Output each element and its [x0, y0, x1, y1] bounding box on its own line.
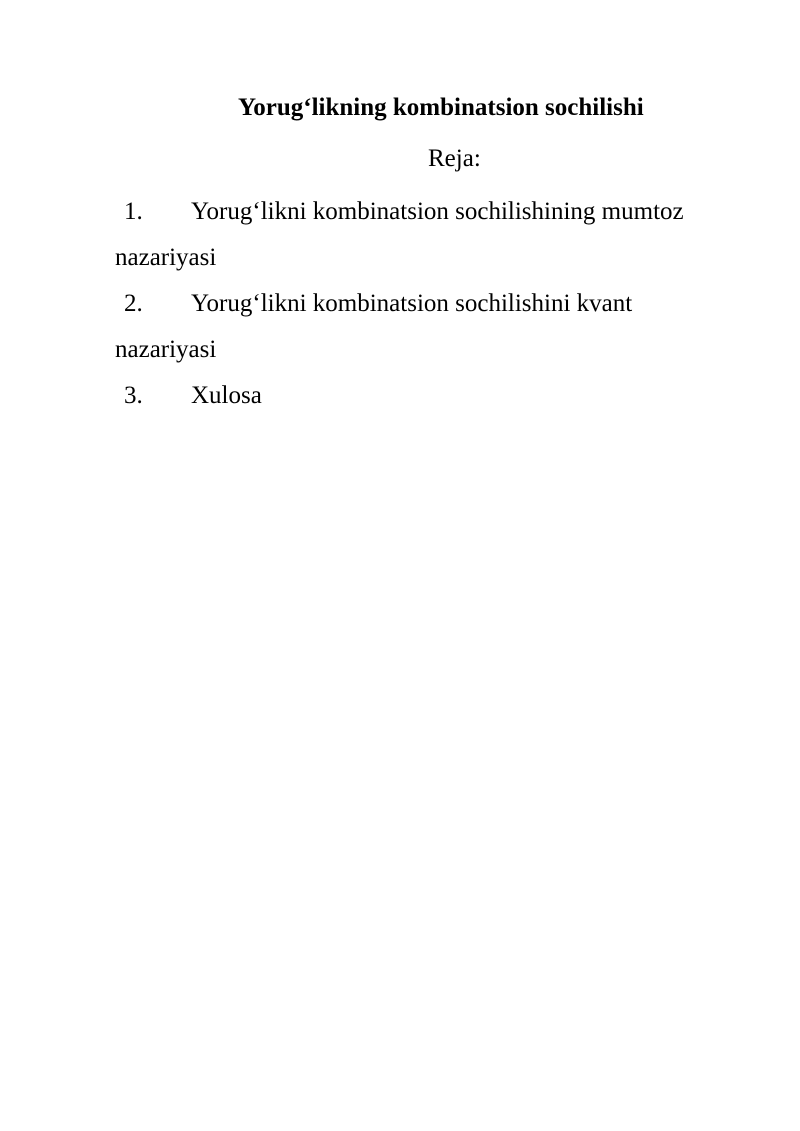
plan-heading: Reja:	[428, 145, 481, 172]
document-title: Yorug‘likning kombinatsion sochilishi	[238, 94, 644, 121]
list-item	[115, 281, 735, 373]
list-item-number: 1.	[124, 198, 143, 225]
list-item-number: 2.	[124, 290, 143, 317]
list-item-text: Yorug‘likni kombinatsion sochilishining mumtoz	[191, 198, 684, 225]
list-item-number: 3.	[124, 382, 143, 409]
list-item	[115, 189, 735, 281]
plan-list	[115, 189, 735, 419]
list-item	[115, 373, 735, 419]
list-item-text: Xulosa	[191, 382, 262, 409]
list-item-text: Yorug‘likni kombinatsion sochilishini kvant	[191, 290, 633, 317]
list-item-continuation: nazariyasi	[115, 244, 217, 271]
list-item-continuation: nazariyasi	[115, 336, 217, 363]
